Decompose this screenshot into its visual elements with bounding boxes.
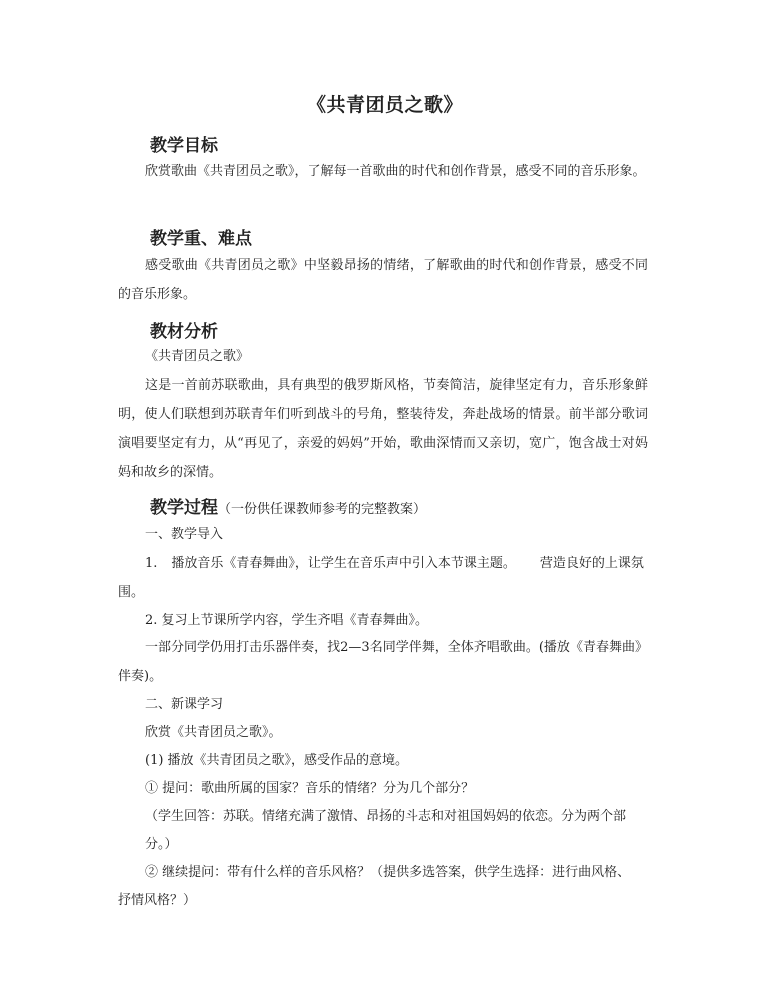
key-points-text: 感受歌曲《共青团员之歌》中坚毅昂扬的情绪，了解歌曲的时代和创作背景，感受不同的音乐形象。 — [118, 258, 648, 302]
step1-line — [145, 549, 644, 578]
step1-text-a: 播放音乐《青春舞曲》，让学生在音乐声中引入本节课主题。 — [171, 556, 516, 571]
process-heading-note: （一份供任课教师参考的完整教案） — [218, 502, 427, 517]
answer1-line2: 分。） — [145, 837, 178, 852]
analysis-subtitle: 《共青团员之歌》 — [145, 349, 250, 364]
heading-analysis: 教材分析 — [150, 322, 218, 342]
step3-text: 一部分同学仍用打击乐器伴奏，找2—3名同学伴舞，全体齐唱歌曲。(播放《青春舞曲》伴奏)。 — [118, 640, 648, 684]
step1-continued: 围。 — [118, 585, 145, 600]
item1-line: (1) 播放《共青团员之歌》，感受作品的意境。 — [145, 753, 409, 768]
question1-line: ① 提问：歌曲所属的国家？音乐的情绪？分为几个部分？ — [145, 781, 475, 796]
answer1-line1: （学生回答：苏联。情绪充满了激情、昂扬的斗志和对祖国妈妈的依恋。分为两个部 — [145, 809, 627, 824]
step2-line: 2. 复习上节课所学内容，学生齐唱《青春舞曲》。 — [145, 613, 429, 628]
step1-number: 1. — [145, 556, 158, 571]
document-title: 《共青团员之歌》 — [306, 94, 463, 116]
question2-line2: 抒情风格？） — [118, 893, 197, 908]
step1-text-b: 营造良好的上课氛 — [539, 556, 644, 571]
part2-title: 二、新课学习 — [145, 697, 224, 712]
heading-process — [150, 493, 426, 518]
appreciate-line: 欣赏《共青团员之歌》。 — [145, 725, 282, 740]
heading-key-points: 教学重、难点 — [150, 229, 252, 249]
analysis-text: 这是一首前苏联歌曲，具有典型的俄罗斯风格，节奏简洁，旋律坚定有力，音乐形象鲜明，使人们联想到苏联青年们听到战斗的号角，整装待发，奔赴战场的情景。前半部分歌词演唱要坚定有力，从“再见了，亲爱的妈妈”开始，歌曲深情而又亲切，宽广，饱含战士对妈妈和故乡的深情。 — [118, 378, 648, 480]
process-heading-label: 教学过程 — [150, 498, 218, 518]
part1-title: 一、教学导入 — [145, 527, 224, 542]
question2-line1: ② 继续提问：带有什么样的音乐风格？（提供多选答案，供学生选择：进行曲风格、 — [145, 865, 631, 880]
objective-text: 欣赏歌曲《共青团员之歌》，了解每一首歌曲的时代和创作背景，感受不同的音乐形象。 — [145, 164, 646, 179]
heading-objective: 教学目标 — [150, 136, 218, 156]
